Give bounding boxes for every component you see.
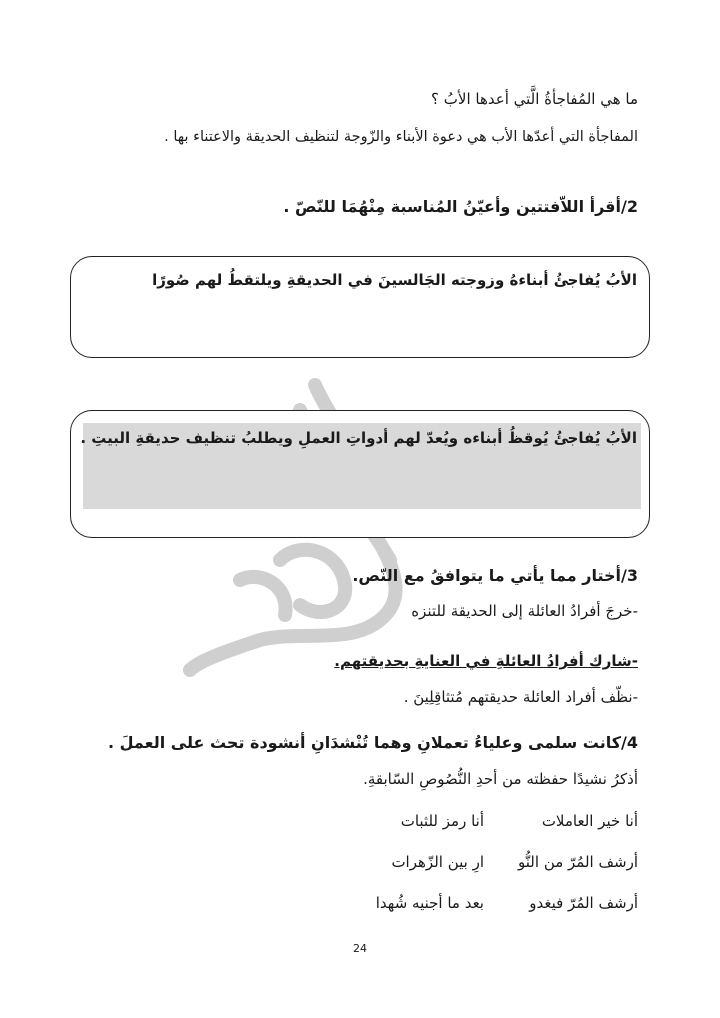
q3-option-2: -شارك أفرادُ العائلةِ في العنايةِ بحديقتهم.	[334, 652, 638, 670]
q3-title: 3/أختار مما يأتي ما يتوافقُ مع النّص.	[352, 566, 638, 585]
poem-line-2-right: أرشف المُرّ من النُّو	[518, 853, 638, 871]
q1-answer: المفاجأة التي أعدّها الأب هي دعوة الأبناء والزّوجة لتنظيف الحديقة والاعتناء بها .	[164, 129, 638, 145]
poem-line-3-left: بعد ما أجنيه شُهدا	[375, 894, 484, 912]
q2-title: 2/أقرأ اللاّفتتين وأعيّنُ المُناسبة مِنْهُمَا للنّصّ .	[283, 197, 638, 216]
q4-instruction: أذكرُ نشيدًا حفظته من أحدِ النُّصُوصِ السّابقةِ.	[363, 770, 638, 788]
sign-box-1-text: الأبُ يُفاجئُ أبناءهُ وزوجته الجَالسينَ في الحديقةِ ويلتقطُ لهم صُورًا	[152, 271, 637, 289]
sign-box-2-text: الأبُ يُفاجئُ يُوقظُ أبناءه ويُعدّ لهم أدواتِ العملِ ويطلبُ تنظيف حديقةِ البيتِ .	[80, 429, 637, 447]
page-number: 24	[353, 942, 367, 955]
poem-line-1-right: أنا خير العاملات	[541, 812, 638, 830]
sign-box-1	[70, 256, 650, 358]
poem-line-1-left: أنا رمز للثبات	[400, 812, 484, 830]
q3-option-3: -نظّف أفراد العائلة حديقتهم مُتثاقِلِينَ .	[403, 688, 638, 706]
poem-line-3-right: أرشف المُرّ فيغدو	[529, 894, 638, 912]
sign-box-2	[70, 410, 650, 538]
poem-line-2-left: ارِ بين الزّهرات	[391, 853, 484, 871]
q3-option-1: -خرجَ أفرادُ العائلة إلى الحديقة للتنزه	[411, 602, 638, 620]
q1-question: ما هي المُفاجأةُ الَّتي أعدها الأبُ ؟	[431, 90, 638, 108]
q4-title: 4/كانت سلمى وعلياءُ تعملانِ وهما تُنْشدَانِ أنشودة تحث على العملَ .	[108, 733, 638, 752]
